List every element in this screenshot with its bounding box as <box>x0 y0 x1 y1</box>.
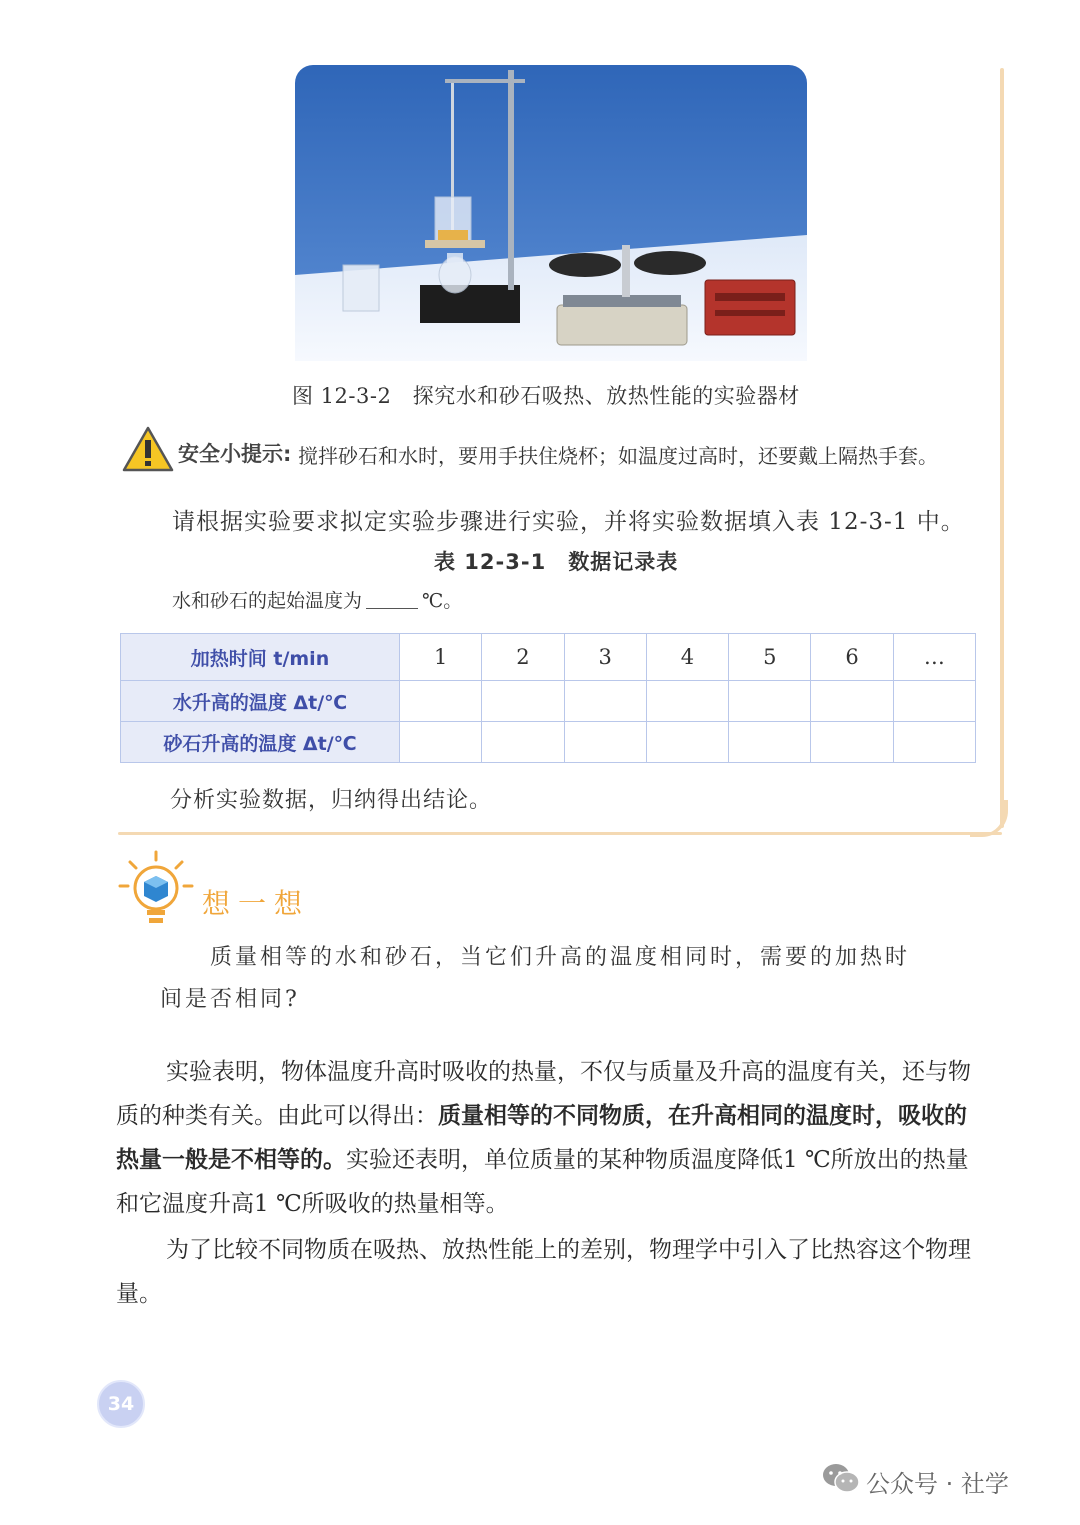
row-label-sand: 砂石升高的温度 Δt/℃ <box>121 722 400 763</box>
safety-tip-label: 安全小提示: <box>178 442 292 466</box>
table-row-time <box>121 634 976 681</box>
lightbulb-icon <box>118 850 194 930</box>
table-title: 表 12-3-1 数据记录表 <box>434 550 679 574</box>
time-cell: … <box>893 634 975 681</box>
paragraph1-part1: 实验表明，物体温度升高时吸收的热量，不仅与质量及升高的温度有关，还与物质的种类有关。由此可以得出： <box>116 1059 971 1129</box>
paragraph1-part2: 实验还表明，单位质量的某种物质温度降低1 ℃所放出的热量和它温度升高1 ℃所吸收的热量相等。 <box>116 1147 969 1217</box>
empty-cell <box>482 681 564 722</box>
safety-tip <box>122 425 992 475</box>
empty-cell <box>811 722 893 763</box>
empty-cell <box>893 722 975 763</box>
data-record-table <box>120 633 976 763</box>
empty-cell <box>646 722 728 763</box>
think-question-line2: 间是否相同? <box>160 987 300 1012</box>
page-number: 34 <box>97 1380 145 1428</box>
empty-cell <box>811 681 893 722</box>
empty-cell <box>729 681 811 722</box>
empty-cell <box>400 722 482 763</box>
time-cell: 1 <box>400 634 482 681</box>
empty-cell <box>646 681 728 722</box>
analyze-instruction: 分析实验数据，归纳得出结论。 <box>170 788 493 813</box>
empty-cell <box>729 722 811 763</box>
section-frame-right <box>1000 68 1004 828</box>
time-cell: 6 <box>811 634 893 681</box>
table-row-water <box>121 681 976 722</box>
warning-icon <box>122 425 174 473</box>
empty-cell <box>400 681 482 722</box>
time-cell: 2 <box>482 634 564 681</box>
figure-caption: 图 12-3-2 探究水和砂石吸热、放热性能的实验器材 <box>292 384 800 408</box>
start-temperature-suffix: ℃。 <box>422 590 463 612</box>
paragraph-conclusion <box>116 1050 986 1226</box>
experiment-photo <box>295 65 807 361</box>
time-cell: 3 <box>564 634 646 681</box>
wechat-icon <box>822 1462 860 1494</box>
row-label-water: 水升高的温度 Δt/℃ <box>121 681 400 722</box>
empty-cell <box>564 681 646 722</box>
row-label-time: 加热时间 t/min <box>121 634 400 681</box>
start-temperature-blank <box>366 590 418 609</box>
paragraph1-bold: 质量相等的不同物质，在升高相同的温度时，吸收的热量一般是不相等的。 <box>116 1103 967 1173</box>
think-title: 想一想 <box>202 887 311 920</box>
table-row-sand <box>121 722 976 763</box>
time-cell: 5 <box>729 634 811 681</box>
empty-cell <box>482 722 564 763</box>
think-question-line1: 质量相等的水和砂石，当它们升高的温度相同时，需要的加热时 <box>210 945 911 970</box>
watermark-text: 公众号 · 社学 <box>866 1470 1009 1498</box>
instruction-text: 请根据实验要求拟定实验步骤进行实验，并将实验数据填入表 12-3-1 中。 <box>172 509 965 535</box>
paragraph-specific-heat <box>116 1228 986 1316</box>
safety-tip-text: 搅拌砂石和水时，要用手扶住烧杯；如温度过高时，还要戴上隔热手套。 <box>298 444 938 468</box>
empty-cell <box>564 722 646 763</box>
section-frame-bottom <box>118 832 1002 835</box>
start-temperature-prefix: 水和砂石的起始温度为 <box>172 590 363 612</box>
time-cell: 4 <box>646 634 728 681</box>
start-temperature-line <box>172 586 462 613</box>
paragraph2-text: 为了比较不同物质在吸热、放热性能上的差别，物理学中引入了比热容这个物理量。 <box>116 1237 971 1307</box>
empty-cell <box>893 681 975 722</box>
